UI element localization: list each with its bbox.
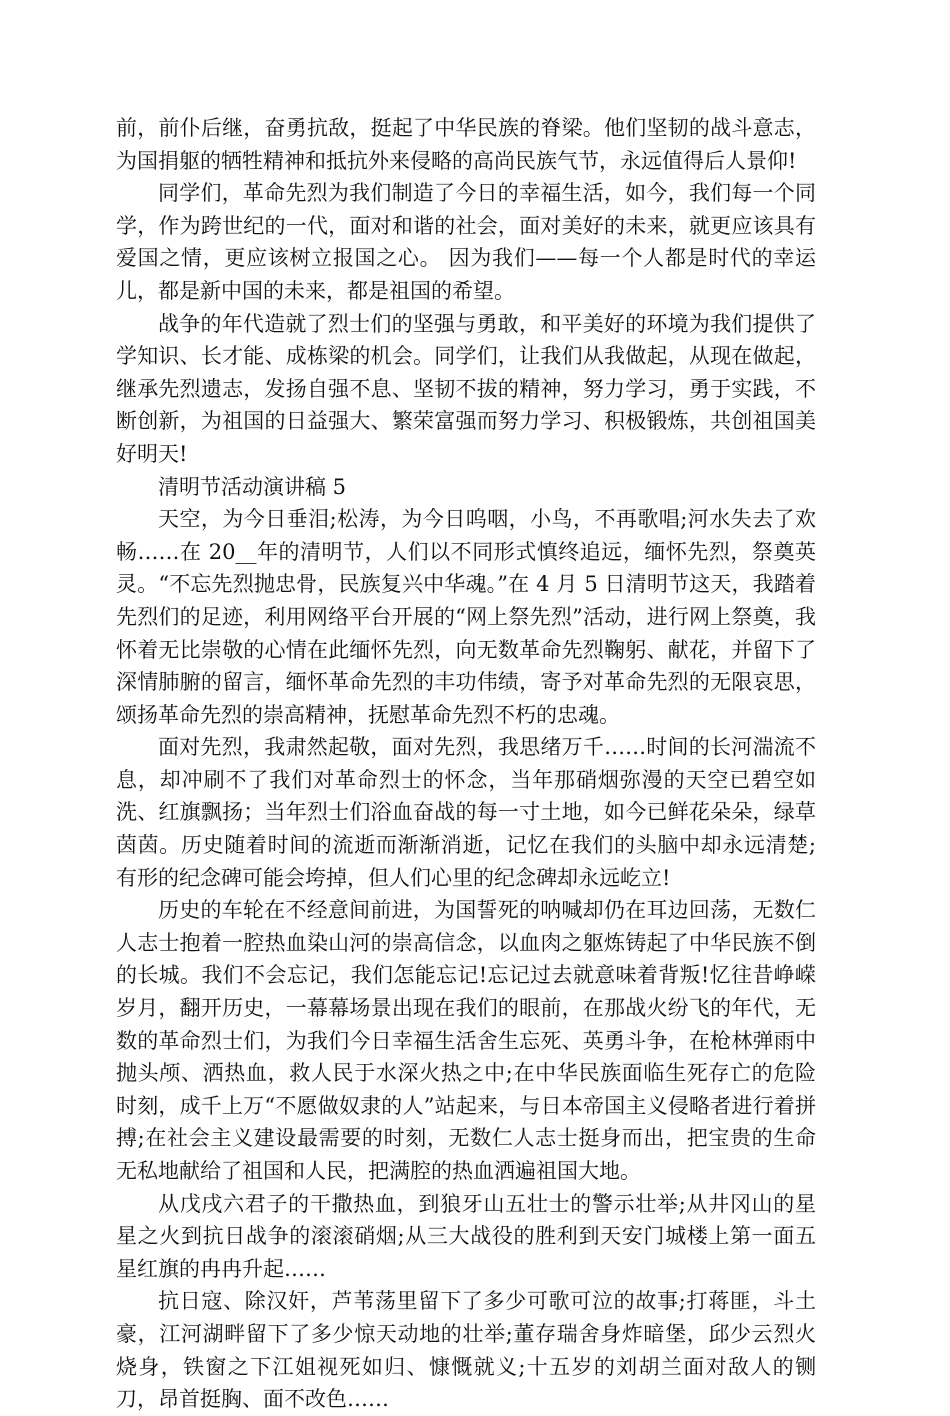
paragraph: 战争的年代造就了烈士们的坚强与勇敢，和平美好的环境为我们提供了学知识、长才能、成栋梁的机会。同学们，让我们从我做起，从现在做起，继承先烈遗志，发扬自强不息、坚韧不拔的精神，努力学习，勇于实践，不断创新，为祖国的日益强大、繁荣富强而努力学习、积极锻炼，共创祖国美好明天! bbox=[116, 311, 816, 466]
paragraph: 同学们，革命先烈为我们制造了今日的幸福生活，如今，我们每一个同学，作为跨世纪的一代，面对和谐的社会，面对美好的未来，就更应该具有爱国之情，更应该树立报国之心。 因为我们——每一个人都是时代的幸运儿，都是新中国的未来，都是祖国的希望。 bbox=[116, 181, 816, 303]
paragraph: 面对先烈，我肃然起敬，面对先烈，我思绪万千……时间的长河湍流不息，却冲刷不了我们对革命烈士的怀念，当年那硝烟弥漫的天空已碧空如洗、红旗飘扬；当年烈士们浴血奋战的每一寸土地，如今已鲜花朵朵，绿草茵茵。历史随着时间的流逝而渐渐消逝，记忆在我们的头脑中却永远清楚;有形的纪念碑可能会垮掉，但人们心里的纪念碑却永远屹立! bbox=[116, 735, 816, 890]
paragraph: 前，前仆后继，奋勇抗敌，挺起了中华民族的脊梁。他们坚韧的战斗意志，为国捐躯的牺牲精神和抵抗外来侵略的高尚民族气节，永远值得后人景仰! bbox=[116, 116, 816, 173]
paragraph: 抗日寇、除汉奸，芦苇荡里留下了多少可歌可泣的故事;打蒋匪，斗土豪，江河湖畔留下了多少惊天动地的壮举;董存瑞舍身炸暗堡，邱少云烈火烧身，铁窗之下江姐视死如归、慷慨就义;十五岁的刘胡兰面对敌人的铡刀，昂首挺胸、面不改色…… bbox=[116, 1289, 816, 1412]
paragraph: 历史的车轮在不经意间前进，为国誓死的呐喊却仍在耳边回荡，无数仁人志士抱着一腔热血染山河的崇高信念，以血肉之躯炼铸起了中华民族不倒的长城。我们不会忘记，我们怎能忘记!忘记过去就意味着背叛!忆往昔峥嵘岁月，翻开历史，一幕幕场景出现在我们的眼前，在那战火纷飞的年代，无数的革命烈士们，为我们今日幸福生活舍生忘死、英勇斗争，在枪林弹雨中抛头颅、洒热血，救人民于水深火热之中;在中华民族面临生死存亡的危险时刻，成千上万“不愿做奴隶的人”站起来，与日本帝国主义侵略者进行着拼搏;在社会主义建设最需要的时刻，无数仁人志士挺身而出，把宝贵的生命无私地献给了祖国和人民，把满腔的热血洒遍祖国大地。 bbox=[116, 898, 816, 1183]
paragraph: 从戊戌六君子的干撒热血，到狼牙山五壮士的警示壮举;从井冈山的星星之火到抗日战争的滚滚硝烟;从三大战役的胜利到天安门城楼上第一面五星红旗的冉冉升起…… bbox=[116, 1191, 816, 1281]
document-page bbox=[116, 112, 816, 1416]
section-heading: 清明节活动演讲稿 5 bbox=[158, 474, 347, 499]
paragraph: 天空，为今日垂泪;松涛，为今日呜咽，小鸟，不再歌唱;河水失去了欢畅……在 20__年的清明节，人们以不同形式慎终追远，缅怀先烈，祭奠英灵。“不忘先烈抛忠骨，民族复兴中华魂。”在 4 月 5 日清明节这天，我踏着先烈们的足迹，利用网络平台开展的“网上祭先烈”活动，进行网上祭奠，我怀着无比崇敬的心情在此缅怀先烈，向无数革命先烈鞠躬、献花，并留下了深情肺腑的留言，缅怀革命先烈的丰功伟绩，寄予对革命先烈的无限哀思，颂扬革命先烈的崇高精神，抚慰革命先烈不朽的忠魂。 bbox=[116, 507, 816, 727]
